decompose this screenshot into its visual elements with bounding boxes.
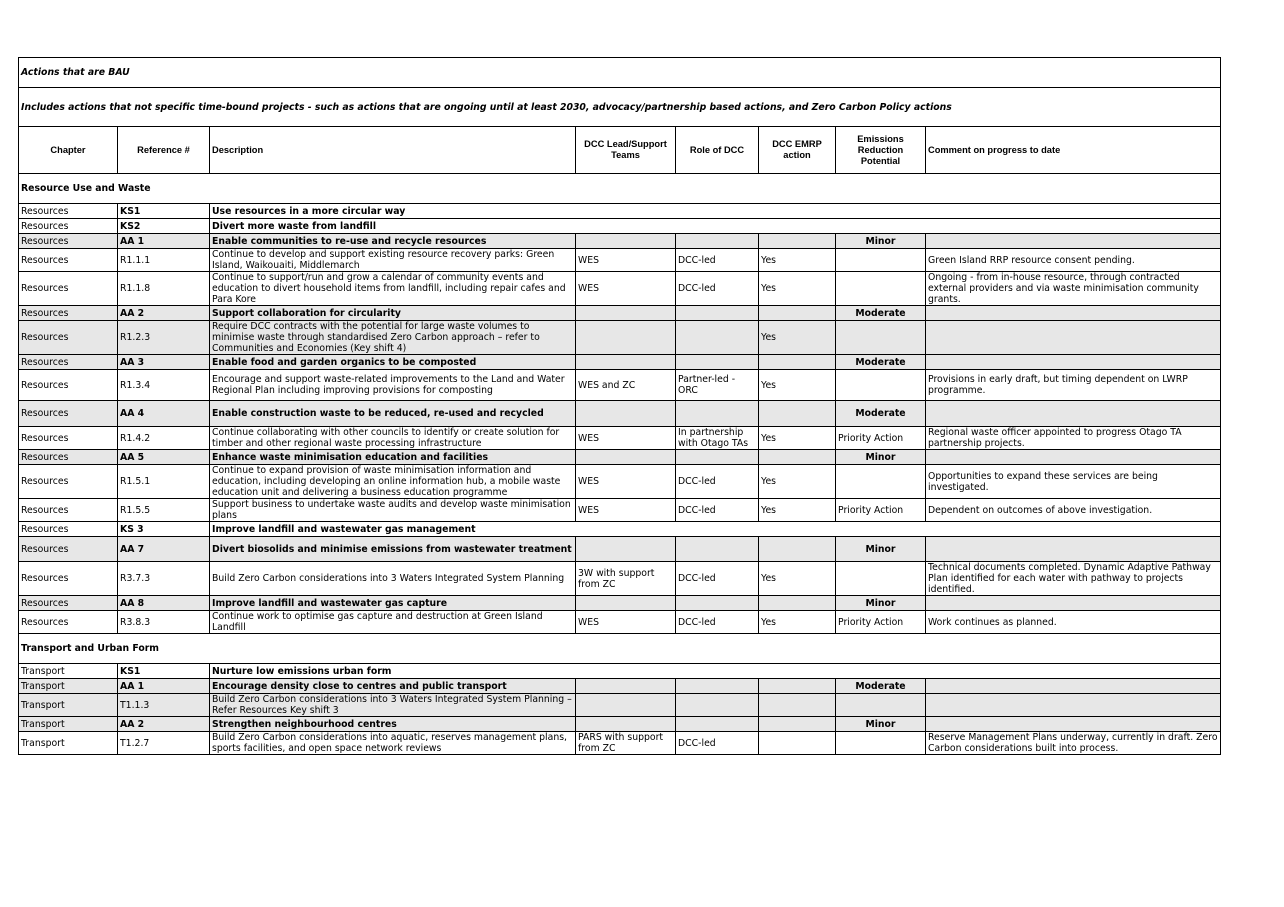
reference-cell: T1.1.3 (118, 694, 210, 717)
lead-cell (576, 717, 676, 732)
emrp-cell: Yes (759, 562, 836, 596)
potential-cell: Minor (836, 717, 926, 732)
bau-actions-table (18, 57, 1221, 755)
chapter-cell: Transport (19, 717, 118, 732)
header-chapter: Chapter (19, 127, 118, 174)
potential-cell: Moderate (836, 355, 926, 370)
action-area-title: Strengthen neighbourhood centres (210, 717, 576, 732)
comment-cell: Ongoing - from in-house resource, through contracted external providers and via waste minimisation community grants. (926, 272, 1221, 306)
sheet-title: Actions that are BAU (19, 58, 1221, 88)
title-row (19, 58, 1221, 88)
role-cell: DCC-led (676, 611, 759, 634)
reference-cell: R1.5.1 (118, 465, 210, 499)
lead-cell: 3W with support from ZC (576, 562, 676, 596)
lead-cell: WES (576, 272, 676, 306)
description-cell: Build Zero Carbon considerations into 3 Waters Integrated System Planning (210, 562, 576, 596)
description-cell: Continue to develop and support existing resource recovery parks: Green Island, Waikouaiti, Middlemarch (210, 249, 576, 272)
reference-cell: AA 4 (118, 401, 210, 427)
action-row (19, 694, 1221, 717)
potential-cell: Minor (836, 234, 926, 249)
key-shift-title: Divert more waste from landfill (210, 219, 1221, 234)
comment-cell: Regional waste officer appointed to progress Otago TA partnership projects. (926, 427, 1221, 450)
potential-cell: Priority Action (836, 427, 926, 450)
action-row (19, 427, 1221, 450)
action-area-row (19, 717, 1221, 732)
role-cell: DCC-led (676, 562, 759, 596)
chapter-cell: Resources (19, 450, 118, 465)
role-cell (676, 596, 759, 611)
lead-cell: WES (576, 611, 676, 634)
section-title: Transport and Urban Form (19, 634, 1221, 664)
description-cell: Continue work to optimise gas capture and destruction at Green Island Landfill (210, 611, 576, 634)
emrp-cell: Yes (759, 611, 836, 634)
potential-cell (836, 694, 926, 717)
chapter-cell: Resources (19, 370, 118, 401)
header-potential: Emissions Reduction Potential (836, 127, 926, 174)
potential-cell: Minor (836, 596, 926, 611)
role-cell (676, 717, 759, 732)
comment-cell: Provisions in early draft, but timing dependent on LWRP programme. (926, 370, 1221, 401)
sheet-intro: Includes actions that not specific time-bound projects - such as actions that are ongoing until at least 2030, advocacy/partnership based actions, and Zero Carbon Policy actions (19, 88, 1221, 127)
emrp-cell (759, 717, 836, 732)
action-row (19, 732, 1221, 755)
key-shift-row (19, 204, 1221, 219)
action-area-title: Enhance waste minimisation education and facilities (210, 450, 576, 465)
reference-cell: KS1 (118, 204, 210, 219)
chapter-cell: Resources (19, 596, 118, 611)
chapter-cell: Resources (19, 306, 118, 321)
reference-cell: AA 3 (118, 355, 210, 370)
lead-cell (576, 234, 676, 249)
key-shift-title: Use resources in a more circular way (210, 204, 1221, 219)
reference-cell: AA 7 (118, 537, 210, 562)
action-area-title: Divert biosolids and minimise emissions from wastewater treatment (210, 537, 576, 562)
key-shift-title: Improve landfill and wastewater gas management (210, 522, 1221, 537)
reference-cell: R1.2.3 (118, 321, 210, 355)
potential-cell: Priority Action (836, 611, 926, 634)
lead-cell (576, 596, 676, 611)
header-comment: Comment on progress to date (926, 127, 1221, 174)
action-area-title: Encourage density close to centres and public transport (210, 679, 576, 694)
chapter-cell: Resources (19, 401, 118, 427)
action-area-title: Improve landfill and wastewater gas capture (210, 596, 576, 611)
reference-cell: KS1 (118, 664, 210, 679)
reference-cell: R1.5.5 (118, 499, 210, 522)
description-cell: Require DCC contracts with the potential for large waste volumes to minimise waste through standardised Zero Carbon approach – refer to Communities and Economies (Key shift 4) (210, 321, 576, 355)
comment-cell (926, 596, 1221, 611)
emrp-cell (759, 679, 836, 694)
reference-cell: KS 3 (118, 522, 210, 537)
emrp-cell: Yes (759, 427, 836, 450)
lead-cell (576, 306, 676, 321)
reference-cell: R3.7.3 (118, 562, 210, 596)
emrp-cell (759, 450, 836, 465)
potential-cell (836, 465, 926, 499)
comment-cell (926, 450, 1221, 465)
role-cell: DCC-led (676, 249, 759, 272)
reference-cell: AA 1 (118, 234, 210, 249)
lead-cell: WES and ZC (576, 370, 676, 401)
header-row (19, 127, 1221, 174)
role-cell (676, 234, 759, 249)
role-cell: DCC-led (676, 732, 759, 755)
emrp-cell (759, 732, 836, 755)
emrp-cell (759, 306, 836, 321)
comment-cell (926, 401, 1221, 427)
reference-cell: R1.4.2 (118, 427, 210, 450)
lead-cell (576, 450, 676, 465)
reference-cell: AA 8 (118, 596, 210, 611)
emrp-cell (759, 355, 836, 370)
emrp-cell: Yes (759, 321, 836, 355)
comment-cell: Work continues as planned. (926, 611, 1221, 634)
potential-cell: Moderate (836, 306, 926, 321)
key-shift-row (19, 664, 1221, 679)
header-lead: DCC Lead/Support Teams (576, 127, 676, 174)
lead-cell (576, 401, 676, 427)
action-row (19, 499, 1221, 522)
role-cell (676, 321, 759, 355)
chapter-cell: Resources (19, 272, 118, 306)
key-shift-row (19, 219, 1221, 234)
comment-cell (926, 537, 1221, 562)
header-description: Description (210, 127, 576, 174)
action-area-row (19, 401, 1221, 427)
description-cell: Continue collaborating with other councils to identify or create solution for timber and other regional waste processing infrastructure (210, 427, 576, 450)
action-row (19, 611, 1221, 634)
action-area-title: Enable communities to re-use and recycle resources (210, 234, 576, 249)
section-title: Resource Use and Waste (19, 174, 1221, 204)
chapter-cell: Resources (19, 499, 118, 522)
role-cell (676, 694, 759, 717)
lead-cell (576, 537, 676, 562)
potential-cell (836, 272, 926, 306)
reference-cell: AA 1 (118, 679, 210, 694)
role-cell: DCC-led (676, 272, 759, 306)
role-cell: In partnership with Otago TAs (676, 427, 759, 450)
action-area-row (19, 679, 1221, 694)
comment-cell (926, 694, 1221, 717)
comment-cell (926, 306, 1221, 321)
potential-cell: Moderate (836, 401, 926, 427)
action-row (19, 465, 1221, 499)
action-area-row (19, 234, 1221, 249)
potential-cell: Moderate (836, 679, 926, 694)
reference-cell: R3.8.3 (118, 611, 210, 634)
intro-row (19, 88, 1221, 127)
reference-cell: KS2 (118, 219, 210, 234)
header-role: Role of DCC (676, 127, 759, 174)
chapter-cell: Resources (19, 219, 118, 234)
description-cell: Continue to support/run and grow a calendar of community events and education to divert household items from landfill, including repair cafes and Para Kore (210, 272, 576, 306)
action-row (19, 370, 1221, 401)
action-area-title: Support collaboration for circularity (210, 306, 576, 321)
comment-cell: Green Island RRP resource consent pending. (926, 249, 1221, 272)
emrp-cell: Yes (759, 499, 836, 522)
role-cell (676, 679, 759, 694)
action-area-title: Enable food and garden organics to be composted (210, 355, 576, 370)
emrp-cell: Yes (759, 272, 836, 306)
role-cell: Partner-led - ORC (676, 370, 759, 401)
potential-cell (836, 321, 926, 355)
lead-cell (576, 321, 676, 355)
emrp-cell (759, 234, 836, 249)
description-cell: Encourage and support waste-related improvements to the Land and Water Regional Plan including improving provisions for composting (210, 370, 576, 401)
key-shift-title: Nurture low emissions urban form (210, 664, 1221, 679)
action-area-row (19, 537, 1221, 562)
chapter-cell: Transport (19, 694, 118, 717)
lead-cell (576, 355, 676, 370)
action-row (19, 321, 1221, 355)
action-row (19, 562, 1221, 596)
lead-cell: WES (576, 249, 676, 272)
comment-cell: Reserve Management Plans underway, currently in draft. Zero Carbon considerations built into process. (926, 732, 1221, 755)
comment-cell: Dependent on outcomes of above investigation. (926, 499, 1221, 522)
chapter-cell: Transport (19, 664, 118, 679)
action-area-row (19, 450, 1221, 465)
chapter-cell: Resources (19, 249, 118, 272)
header-emrp: DCC EMRP action (759, 127, 836, 174)
role-cell (676, 450, 759, 465)
role-cell: DCC-led (676, 465, 759, 499)
emrp-cell (759, 694, 836, 717)
action-area-row (19, 306, 1221, 321)
lead-cell: WES (576, 499, 676, 522)
comment-cell (926, 321, 1221, 355)
reference-cell: T1.2.7 (118, 732, 210, 755)
description-cell: Support business to undertake waste audits and develop waste minimisation plans (210, 499, 576, 522)
emrp-cell: Yes (759, 370, 836, 401)
role-cell (676, 537, 759, 562)
potential-cell: Minor (836, 450, 926, 465)
potential-cell: Priority Action (836, 499, 926, 522)
lead-cell (576, 694, 676, 717)
role-cell (676, 306, 759, 321)
chapter-cell: Resources (19, 204, 118, 219)
chapter-cell: Resources (19, 611, 118, 634)
comment-cell: Opportunities to expand these services are being investigated. (926, 465, 1221, 499)
comment-cell (926, 717, 1221, 732)
emrp-cell (759, 596, 836, 611)
action-area-row (19, 355, 1221, 370)
lead-cell: PARS with support from ZC (576, 732, 676, 755)
chapter-cell: Resources (19, 321, 118, 355)
chapter-cell: Resources (19, 537, 118, 562)
description-cell: Build Zero Carbon considerations into aquatic, reserves management plans, sports facilities, and open space network reviews (210, 732, 576, 755)
chapter-cell: Transport (19, 732, 118, 755)
reference-cell: AA 2 (118, 717, 210, 732)
description-cell: Build Zero Carbon considerations into 3 Waters Integrated System Planning – Refer Resources Key shift 3 (210, 694, 576, 717)
emrp-cell: Yes (759, 249, 836, 272)
action-area-row (19, 596, 1221, 611)
potential-cell (836, 562, 926, 596)
comment-cell (926, 355, 1221, 370)
chapter-cell: Resources (19, 355, 118, 370)
chapter-cell: Resources (19, 562, 118, 596)
reference-cell: AA 5 (118, 450, 210, 465)
reference-cell: R1.1.8 (118, 272, 210, 306)
potential-cell (836, 732, 926, 755)
potential-cell (836, 249, 926, 272)
chapter-cell: Resources (19, 465, 118, 499)
reference-cell: AA 2 (118, 306, 210, 321)
header-reference: Reference # (118, 127, 210, 174)
reference-cell: R1.3.4 (118, 370, 210, 401)
chapter-cell: Resources (19, 234, 118, 249)
lead-cell (576, 679, 676, 694)
action-row (19, 272, 1221, 306)
role-cell (676, 355, 759, 370)
emrp-cell (759, 537, 836, 562)
potential-cell (836, 370, 926, 401)
lead-cell: WES (576, 465, 676, 499)
description-cell: Continue to expand provision of waste minimisation information and education, including developing an online information hub, a mobile waste education unit and delivering a business education programme (210, 465, 576, 499)
role-cell (676, 401, 759, 427)
action-row (19, 249, 1221, 272)
reference-cell: R1.1.1 (118, 249, 210, 272)
section-header-row (19, 634, 1221, 664)
emrp-cell (759, 401, 836, 427)
role-cell: DCC-led (676, 499, 759, 522)
chapter-cell: Resources (19, 427, 118, 450)
key-shift-row (19, 522, 1221, 537)
comment-cell: Technical documents completed. Dynamic Adaptive Pathway Plan identified for each water with pathway to projects identified. (926, 562, 1221, 596)
chapter-cell: Resources (19, 522, 118, 537)
comment-cell (926, 679, 1221, 694)
comment-cell (926, 234, 1221, 249)
action-area-title: Enable construction waste to be reduced, re-used and recycled (210, 401, 576, 427)
emrp-cell: Yes (759, 465, 836, 499)
section-header-row (19, 174, 1221, 204)
potential-cell: Minor (836, 537, 926, 562)
lead-cell: WES (576, 427, 676, 450)
chapter-cell: Transport (19, 679, 118, 694)
